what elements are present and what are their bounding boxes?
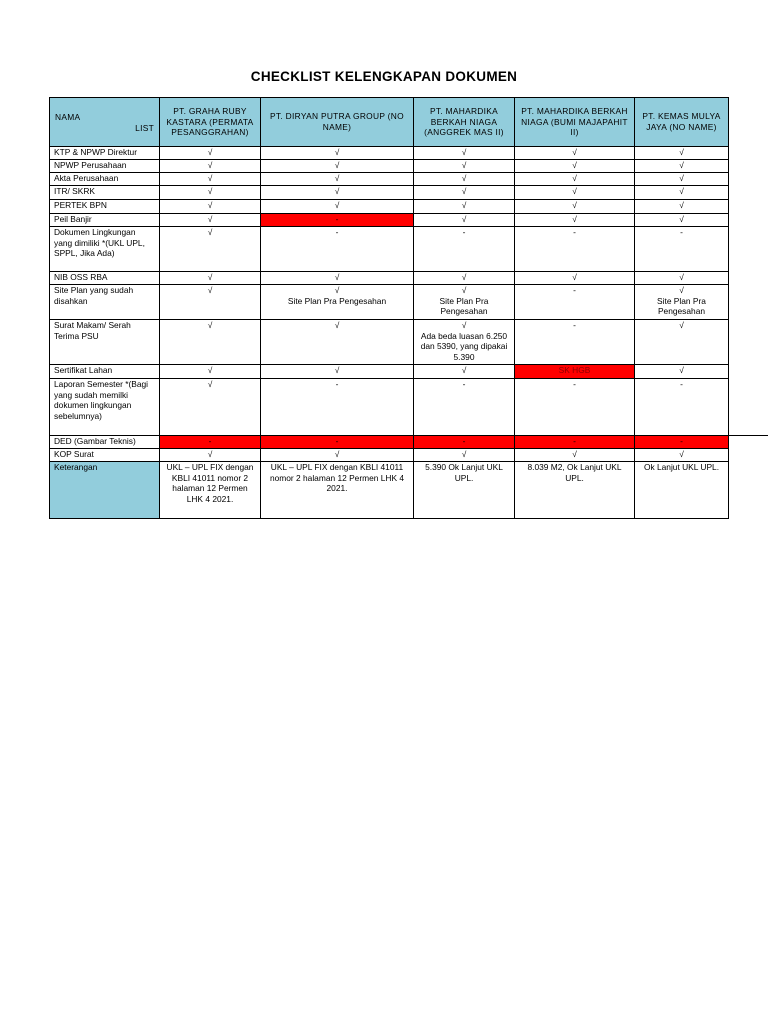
check-cell: √ <box>635 186 729 200</box>
table-row <box>50 379 729 436</box>
check-cell <box>160 320 261 365</box>
check-cell: √ <box>515 186 635 200</box>
row-label: KTP & NPWP Direktur <box>50 147 160 160</box>
check-cell: √ <box>160 214 261 227</box>
check-cell <box>261 285 414 320</box>
row-label: NIB OSS RBA <box>50 272 160 285</box>
check-cell: √ <box>160 379 261 436</box>
check-cell: √ <box>261 160 414 173</box>
check-mark: √ <box>461 285 467 295</box>
check-cell: √ <box>515 214 635 227</box>
missing-cell: - <box>635 436 729 449</box>
keterangan-cell: Ok Lanjut UKL UPL. <box>635 462 729 519</box>
check-cell <box>160 285 261 320</box>
check-cell: √ <box>160 449 261 462</box>
check-cell: √ <box>160 147 261 160</box>
check-cell: √ <box>160 186 261 200</box>
missing-cell: - <box>160 436 261 449</box>
check-cell: √ <box>635 173 729 186</box>
header-list: LIST <box>135 123 154 133</box>
check-cell: √ <box>261 186 414 200</box>
check-cell: √ <box>261 449 414 462</box>
keterangan-cell: 5.390 Ok Lanjut UKL UPL. <box>414 462 515 519</box>
stray-border-line <box>728 435 768 436</box>
check-cell: √ <box>635 147 729 160</box>
header-company-3: PT. MAHARDIKA BERKAH NIAGA (ANGGREK MAS II) <box>414 98 515 147</box>
check-cell: - <box>635 379 729 436</box>
check-cell: √ <box>261 200 414 214</box>
row-label: PERTEK BPN <box>50 200 160 214</box>
check-mark: √ <box>679 285 684 295</box>
check-cell: - <box>635 227 729 272</box>
check-cell: √ <box>635 160 729 173</box>
row-label: Peil Banjir <box>50 214 160 227</box>
table-row <box>50 173 729 186</box>
row-label: Dokumen Lingkungan yang dimiliki *(UKL UPL, SPPL, Jika Ada) <box>50 227 160 272</box>
keterangan-row <box>50 462 729 519</box>
check-cell <box>261 320 414 365</box>
check-cell: √ <box>635 272 729 285</box>
check-cell: √ <box>261 147 414 160</box>
check-cell: √ <box>160 272 261 285</box>
check-cell: √ <box>261 173 414 186</box>
check-cell: - <box>414 227 515 272</box>
check-mark: √ <box>679 320 684 330</box>
check-cell: √ <box>515 147 635 160</box>
row-label: Site Plan yang sudah disahkan <box>50 285 160 320</box>
table-row <box>50 272 729 285</box>
check-cell: √ <box>515 160 635 173</box>
keterangan-label: Keterangan <box>50 462 160 519</box>
check-cell: √ <box>160 173 261 186</box>
row-label: Laporan Semester *(Bagi yang sudah memilki dokumen lingkungan sebelumnya) <box>50 379 160 436</box>
check-cell: √ <box>635 449 729 462</box>
check-cell: √ <box>414 365 515 379</box>
header-company-4: PT. MAHARDIKA BERKAH NIAGA (BUMI MAJAPAHIT II) <box>515 98 635 147</box>
row-label: NPWP Perusahaan <box>50 160 160 173</box>
row-label: ITR/ SKRK <box>50 186 160 200</box>
check-cell: √ <box>635 214 729 227</box>
check-cell: √ <box>414 186 515 200</box>
check-cell: √ <box>414 160 515 173</box>
missing-cell: - <box>261 436 414 449</box>
check-cell: - <box>261 379 414 436</box>
header-row <box>50 98 729 147</box>
missing-cell: - <box>261 214 414 227</box>
check-mark: √ <box>461 320 467 330</box>
table-row <box>50 200 729 214</box>
table-row <box>50 285 729 320</box>
row-label: DED (Gambar Teknis) <box>50 436 160 449</box>
check-cell: - <box>414 379 515 436</box>
table-row <box>50 227 729 272</box>
document-title: CHECKLIST KELENGKAPAN DOKUMEN <box>250 69 518 84</box>
check-cell: √ <box>160 227 261 272</box>
check-cell: - <box>261 227 414 272</box>
check-cell: - <box>515 227 635 272</box>
check-cell: √ <box>261 365 414 379</box>
check-cell <box>635 285 729 320</box>
check-cell: √ <box>160 160 261 173</box>
cell-note: Site Plan Pra Pengesahan <box>439 295 489 317</box>
table-row <box>50 160 729 173</box>
table-row <box>50 449 729 462</box>
missing-cell: - <box>515 436 635 449</box>
header-company-2: PT. DIRYAN PUTRA GROUP (NO NAME) <box>261 98 414 147</box>
check-cell <box>515 285 635 320</box>
table-row <box>50 320 729 365</box>
check-cell: - <box>515 379 635 436</box>
check-cell: √ <box>160 365 261 379</box>
sk-hgb-cell: SK HGB <box>515 365 635 379</box>
keterangan-cell: UKL – UPL FIX dengan KBLI 41011 nomor 2 halaman 12 Permen LHK 4 2021. <box>261 462 414 519</box>
check-cell <box>414 285 515 320</box>
cell-note: Site Plan Pra Pengesahan <box>287 295 387 306</box>
cell-note: Site Plan Pra Pengesahan <box>657 295 706 317</box>
table-row <box>50 365 729 379</box>
row-label: KOP Surat <box>50 449 160 462</box>
table-row <box>50 214 729 227</box>
check-cell: √ <box>414 214 515 227</box>
check-cell: √ <box>515 449 635 462</box>
check-mark: - <box>573 285 576 295</box>
checklist-table <box>49 97 729 519</box>
check-mark: √ <box>207 285 213 295</box>
check-cell: √ <box>414 449 515 462</box>
row-label: Akta Perusahaan <box>50 173 160 186</box>
check-cell <box>414 320 515 365</box>
header-nama: NAMA <box>55 112 81 122</box>
check-cell <box>635 320 729 365</box>
table-row <box>50 147 729 160</box>
check-mark: √ <box>334 285 340 295</box>
cell-note: Ada beda luasan 6.250 dan 5390, yang dipakai 5.390 <box>420 330 508 362</box>
check-cell: √ <box>635 200 729 214</box>
row-label: Surat Makam/ Serah Terima PSU <box>50 320 160 365</box>
check-cell: √ <box>414 200 515 214</box>
check-cell <box>515 320 635 365</box>
check-cell: √ <box>414 272 515 285</box>
check-cell: √ <box>635 365 729 379</box>
check-cell: √ <box>515 200 635 214</box>
row-label: Sertifikat Lahan <box>50 365 160 379</box>
check-cell: √ <box>261 272 414 285</box>
keterangan-cell: UKL – UPL FIX dengan KBLI 41011 nomor 2 halaman 12 Permen LHK 4 2021. <box>160 462 261 519</box>
table-row <box>50 436 729 449</box>
check-mark: - <box>573 320 576 330</box>
missing-cell: - <box>414 436 515 449</box>
check-mark: √ <box>334 320 340 330</box>
check-cell: √ <box>515 272 635 285</box>
check-cell: √ <box>160 200 261 214</box>
header-company-5: PT. KEMAS MULYA JAYA (NO NAME) <box>635 98 729 147</box>
keterangan-cell: 8.039 M2, Ok Lanjut UKL UPL. <box>515 462 635 519</box>
header-nama-list <box>50 98 160 147</box>
check-cell: √ <box>414 173 515 186</box>
table-row <box>50 186 729 200</box>
header-company-1: PT. GRAHA RUBY KASTARA (PERMATA PESANGGRAHAN) <box>160 98 261 147</box>
check-cell: √ <box>515 173 635 186</box>
check-cell: √ <box>414 147 515 160</box>
check-mark: √ <box>207 320 213 330</box>
